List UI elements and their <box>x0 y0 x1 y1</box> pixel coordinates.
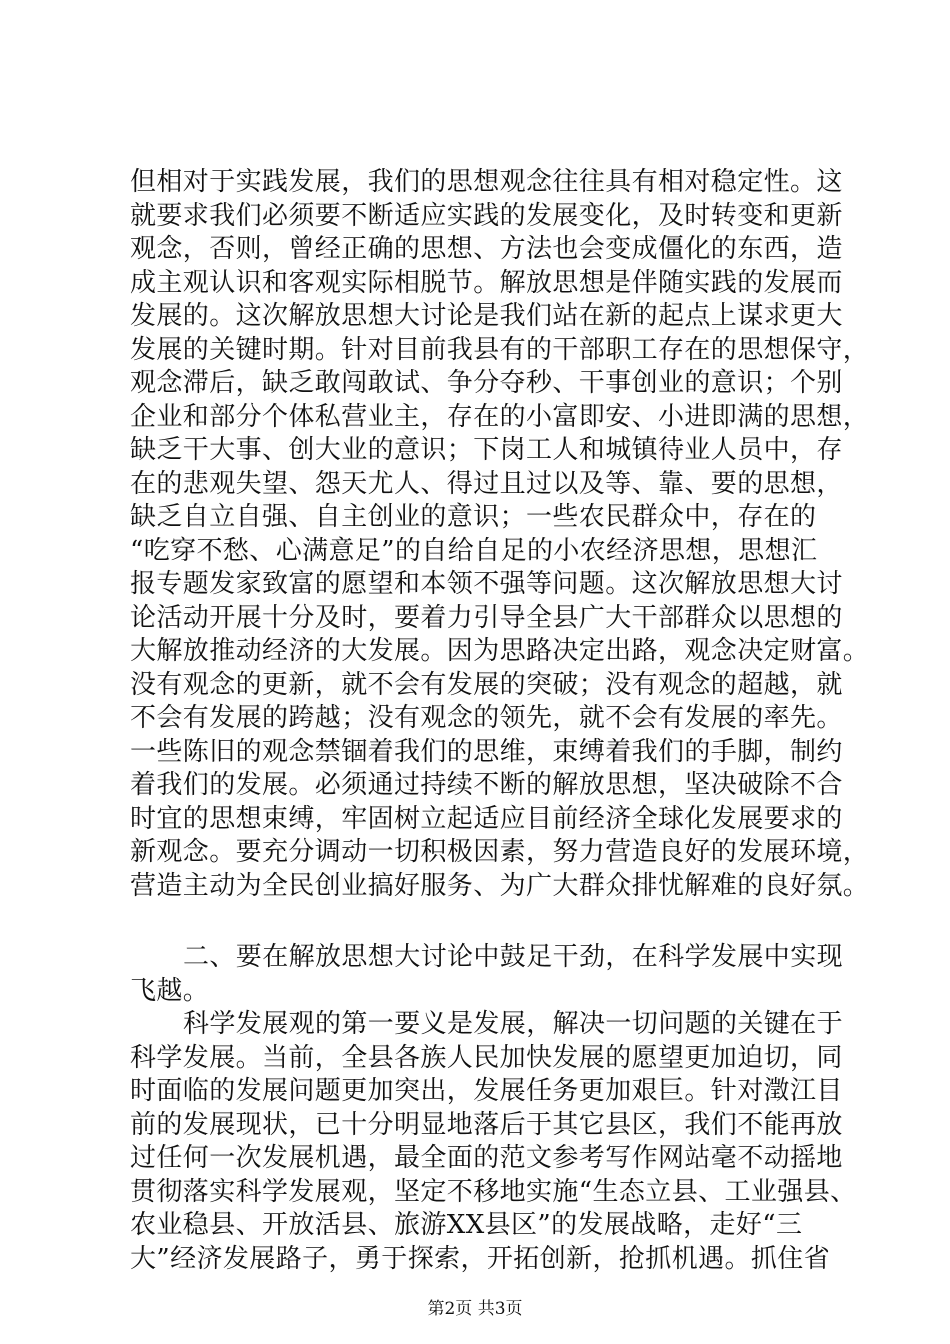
text-line: 就要求我们必须要不断适应实践的发展变化，及时转变和更新 <box>130 200 843 231</box>
text-line: 观念，否则，曾经正确的思想、方法也会变成僵化的东西，造 <box>130 234 843 264</box>
text-line: 大”经济发展路子，勇于探索，开拓创新，抢抓机遇。抓住省 <box>130 1243 831 1274</box>
text-line: 不会有发展的跨越；没有观念的领先，就不会有发展的率先。 <box>130 703 843 733</box>
text-line: 过任何一次发展机遇，最全面的范文参考写作网站毫不动摇地 <box>130 1143 843 1173</box>
text-line: 科学发展观的第一要义是发展，解决一切问题的关键在于 <box>183 1009 844 1039</box>
text-line: 报专题发家致富的愿望和本领不强等问题。这次解放思想大讨 <box>130 569 843 599</box>
text-line: 时面临的发展问题更加突出，发展任务更加艰巨。针对澂江目 <box>130 1076 843 1106</box>
text-line: 观念滞后，缺乏敢闯敢试、争分夺秒、干事创业的意识；个别 <box>130 368 843 398</box>
text-line: 缺乏自立自强、自主创业的意识；一些农民群众中，存在的 <box>130 502 817 532</box>
text-line: 缺乏干大事、创大业的意识；下岗工人和城镇待业人员中，存 <box>130 435 843 465</box>
text-line: 成主观认识和客观实际相脱节。解放思想是伴随实践的发展而 <box>130 267 843 298</box>
text-line: 着我们的发展。必须通过持续不断的解放思想，坚决破除不合 <box>130 770 843 800</box>
text-line: 发展的。这次解放思想大讨论是我们站在新的起点上谋求更大 <box>130 301 843 331</box>
heading-line: 飞越。 <box>130 975 210 1006</box>
page-footer <box>0 1298 950 1320</box>
text-line: 大解放推动经济的大发展。因为思路决定出路，观念决定财富。 <box>130 636 870 666</box>
text-line: “吃穿不愁、心满意足”的自给自足的小农经济思想，思想汇 <box>130 535 818 566</box>
text-line: 前的发展现状，已十分明显地落后于其它县区，我们不能再放 <box>130 1109 843 1140</box>
text-line: 在的悲观失望、怨天尤人、得过且过以及等、靠、要的思想， <box>130 468 843 499</box>
text-line: 科学发展。当前，全县各族人民加快发展的愿望更加迫切，同 <box>130 1042 843 1073</box>
text-line: 一些陈旧的观念禁锢着我们的思维，束缚着我们的手脚，制约 <box>130 736 843 767</box>
text-line: 时宜的思想束缚，牢固树立起适应目前经济全球化发展要求的 <box>130 803 843 834</box>
text-line: 但相对于实践发展，我们的思想观念往往具有相对稳定性。这 <box>130 167 843 197</box>
text-line: 论活动开展十分及时，要着力引导全县广大干部群众以思想的 <box>130 602 843 633</box>
text-line: 贯彻落实科学发展观，坚定不移地实施“生态立县、工业强县、 <box>130 1176 857 1207</box>
text-line: 发展的关键时期。针对目前我县有的干部职工存在的思想保守， <box>130 334 870 365</box>
text-line: 营造主动为全民创业搞好服务、为广大群众排忧解难的良好氛。 <box>130 870 870 901</box>
text-line: 没有观念的更新，就不会有发展的突破；没有观念的超越，就 <box>130 669 843 700</box>
heading-line: 二、要在解放思想大讨论中鼓足干劲，在科学发展中实现 <box>183 942 844 972</box>
text-line: 农业稳县、开放活县、旅游XX县区”的发展战略，走好“三 <box>130 1210 803 1240</box>
text-line: 新观念。要充分调动一切积极因素，努力营造良好的发展环境， <box>130 837 870 867</box>
page-number-label: 第2页 共3页 <box>427 1299 523 1319</box>
text-line: 企业和部分个体私营业主，存在的小富即安、小进即满的思想， <box>130 401 870 432</box>
